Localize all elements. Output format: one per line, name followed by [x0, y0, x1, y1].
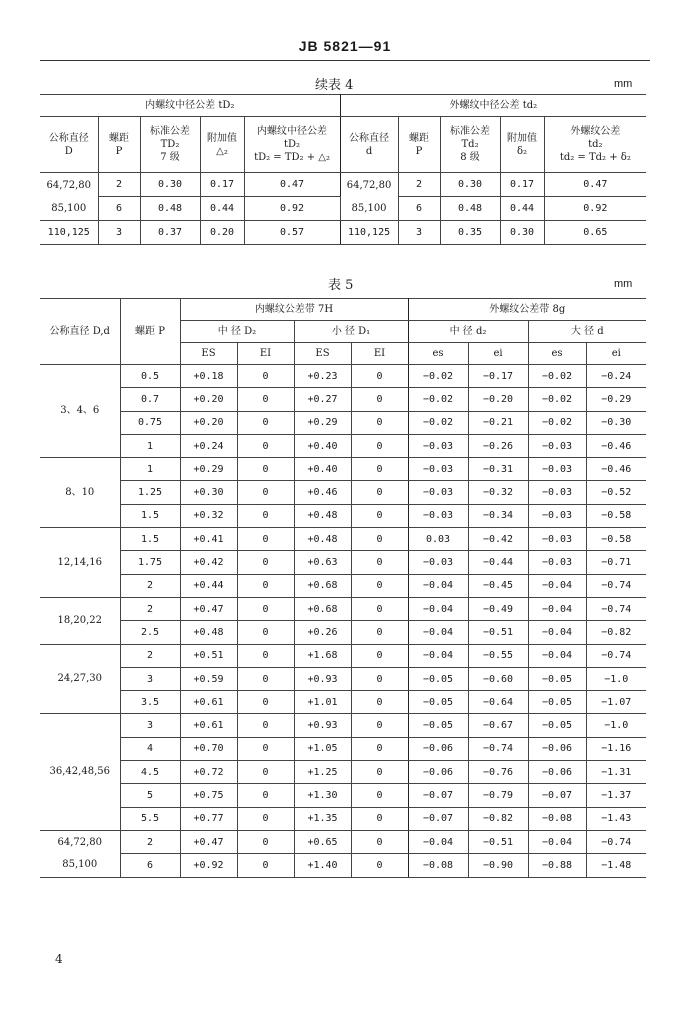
table5-pitch-cell: 1.75 — [120, 551, 180, 574]
table5-cell: 0 — [237, 737, 294, 760]
table4-col-tol-ext: 外螺纹公差 td₂ td₂ = Td₂ + δ₂ — [544, 117, 646, 173]
table5-cell: +0.63 — [294, 551, 351, 574]
table5-cell: 0 — [237, 365, 294, 388]
table5-cell: −0.06 — [408, 761, 468, 784]
table5-cell: 0 — [351, 714, 408, 737]
table-row — [40, 784, 646, 807]
table5-cell: +0.27 — [294, 388, 351, 411]
table5-cell: 0 — [351, 597, 408, 620]
table4-cell: 0.44 — [500, 197, 544, 221]
table4-external-group-header: 外螺纹中径公差 td₂ — [340, 95, 646, 117]
table5-sub-ei: EI — [237, 343, 294, 365]
table5-sub-es: es — [408, 343, 468, 365]
table5-cell: −0.05 — [528, 691, 586, 714]
table5-cell: +0.24 — [180, 434, 237, 457]
table5-sub-es: es — [528, 343, 586, 365]
table-row — [40, 761, 646, 784]
table-row — [40, 714, 646, 737]
table5-cell: +0.30 — [180, 481, 237, 504]
table5-cell: −0.05 — [408, 714, 468, 737]
table4-diameter-cell: 110,125 — [40, 221, 98, 245]
table4-col-diameter-int: 公称直径 D — [40, 117, 98, 173]
table5-diameter-cell: 3、4、6 — [40, 365, 120, 458]
table5-cell: −1.31 — [586, 761, 646, 784]
table5-cell: 0 — [351, 691, 408, 714]
table4-col-add-int: 附加值 △₂ — [200, 117, 244, 173]
table5-cell: −0.58 — [586, 528, 646, 551]
table5-cell: −0.03 — [528, 481, 586, 504]
table4-cell: 0.17 — [500, 173, 544, 197]
table5-cell: −0.24 — [586, 365, 646, 388]
table5-cell: +0.92 — [180, 854, 237, 877]
table4-col-tol-int: 内螺纹中径公差 tD₂ tD₂ = TD₂ + △₂ — [244, 117, 340, 173]
table5-cell: −0.04 — [528, 644, 586, 667]
table5-cell: −0.32 — [468, 481, 528, 504]
table5-cell: −1.16 — [586, 737, 646, 760]
table5-cell: −0.55 — [468, 644, 528, 667]
table5-cell: 0 — [237, 854, 294, 877]
table5-cell: +0.42 — [180, 551, 237, 574]
table5-cell: 0 — [351, 737, 408, 760]
table5-diameter-cell: 36,42,48,56 — [40, 714, 120, 830]
table-row — [40, 551, 646, 574]
table4-cell: 0.30 — [500, 221, 544, 245]
table5-cell: 0 — [351, 458, 408, 481]
table5-cell: 0 — [237, 504, 294, 527]
table5-cell: −0.49 — [468, 597, 528, 620]
table5-cell: 0 — [351, 854, 408, 877]
table5-cell: 0 — [237, 807, 294, 830]
table5-cell: 0 — [237, 667, 294, 690]
table5-cell: −0.74 — [468, 737, 528, 760]
table5-cell: −0.06 — [408, 737, 468, 760]
table5-cell: −0.06 — [528, 737, 586, 760]
table4-cell: 3 — [98, 221, 140, 245]
table5-pitch-cell: 0.5 — [120, 365, 180, 388]
table4-cell: 0.57 — [244, 221, 340, 245]
table-row — [40, 807, 646, 830]
table5-cell: −0.46 — [586, 434, 646, 457]
table4-cell: 0.47 — [544, 173, 646, 197]
table5-cell: 0 — [237, 644, 294, 667]
table5-cell: 0 — [237, 388, 294, 411]
table4-cell: 6 — [98, 197, 140, 221]
table5-cell: +0.93 — [294, 667, 351, 690]
table5-cell: −0.44 — [468, 551, 528, 574]
table5-cell: +0.59 — [180, 667, 237, 690]
table4-cell: 0.48 — [440, 197, 500, 221]
table5-cell: 0 — [351, 830, 408, 853]
table5-cell: −0.58 — [586, 504, 646, 527]
table5-cell: −1.48 — [586, 854, 646, 877]
table5-cell: 0 — [351, 807, 408, 830]
table5-cell: +0.72 — [180, 761, 237, 784]
table5-col-pitch: 螺距 P — [120, 299, 180, 365]
table5-cell: −0.74 — [586, 597, 646, 620]
table5-cell: +0.93 — [294, 714, 351, 737]
table5-cell: 0 — [237, 411, 294, 434]
table5-cell: 0 — [351, 574, 408, 597]
table4-cell: 0.30 — [140, 173, 200, 197]
table5-cell: 0 — [351, 551, 408, 574]
table5-cell: −0.82 — [468, 807, 528, 830]
table5-cell: −0.31 — [468, 458, 528, 481]
table5-cell: −1.37 — [586, 784, 646, 807]
table5-cell: −0.07 — [408, 807, 468, 830]
table5-cell: −1.07 — [586, 691, 646, 714]
table5-cell: +0.70 — [180, 737, 237, 760]
table-row — [40, 830, 646, 853]
table4-internal-group-header: 内螺纹中径公差 tD₂ — [40, 95, 340, 117]
table4-caption: 续表 4 — [315, 78, 354, 93]
table5-pitch-cell: 1.5 — [120, 504, 180, 527]
table5-cell: 0 — [237, 481, 294, 504]
table5-int-pitch-dia: 中 径 D₂ — [180, 321, 294, 343]
table5-cell: −0.51 — [468, 830, 528, 853]
table5-cell: 0 — [237, 691, 294, 714]
table-row — [40, 365, 646, 388]
table5-cell: 0 — [351, 621, 408, 644]
table5-cell: 0 — [237, 714, 294, 737]
table-row — [40, 644, 646, 667]
table5-cell: +0.61 — [180, 691, 237, 714]
table5-cell: −0.74 — [586, 644, 646, 667]
table4-cell: 0.20 — [200, 221, 244, 245]
table5-pitch-cell: 3 — [120, 667, 180, 690]
table5-cell: −0.29 — [586, 388, 646, 411]
table5-cell: −0.02 — [528, 388, 586, 411]
table5-cell: −0.42 — [468, 528, 528, 551]
table5-internal-group-header: 内螺纹公差带 7H — [180, 299, 408, 321]
table5-diameter-cell: 8、10 — [40, 458, 120, 528]
table5-cell: −0.67 — [468, 714, 528, 737]
table5-cell: +0.48 — [294, 528, 351, 551]
table5-cell: 0 — [351, 434, 408, 457]
table5-diameter-cell: 64,72,80 85,100 — [40, 830, 120, 877]
table5-cell: −0.02 — [408, 388, 468, 411]
table4-col-std-ext: 标准公差 Td₂ 8 级 — [440, 117, 500, 173]
table5-pitch-cell: 2 — [120, 830, 180, 853]
table5-ext-pitch-dia: 中 径 d₂ — [408, 321, 528, 343]
table-row — [40, 411, 646, 434]
table5-cell: −0.34 — [468, 504, 528, 527]
table5-cell: +1.30 — [294, 784, 351, 807]
table5-pitch-cell: 2.5 — [120, 621, 180, 644]
table5-cell: +1.25 — [294, 761, 351, 784]
table5-cell: 0 — [351, 481, 408, 504]
table5-pitch-cell: 3 — [120, 714, 180, 737]
table5-pitch-cell: 6 — [120, 854, 180, 877]
table-row — [40, 667, 646, 690]
table5-cell: −0.03 — [528, 551, 586, 574]
table5-pitch-cell: 4 — [120, 737, 180, 760]
table5-pitch-cell: 2 — [120, 574, 180, 597]
table5-cell: −0.02 — [528, 365, 586, 388]
table5-sub-ei: ei — [468, 343, 528, 365]
table5-cell: −0.04 — [528, 574, 586, 597]
table4-col-add-ext: 附加值 δ₂ — [500, 117, 544, 173]
table5-cell: +0.44 — [180, 574, 237, 597]
table4-cell: 0.35 — [440, 221, 500, 245]
table4-cell: 0.30 — [440, 173, 500, 197]
table5-cell: +0.48 — [180, 621, 237, 644]
table5-cell: +0.18 — [180, 365, 237, 388]
table5-cell: +1.40 — [294, 854, 351, 877]
table5-cell: 0 — [237, 458, 294, 481]
table5-cell: −0.76 — [468, 761, 528, 784]
table5-sub-es: ES — [180, 343, 237, 365]
table5-cell: 0 — [237, 621, 294, 644]
table4-col-std-int: 标准公差 TD₂ 7 级 — [140, 117, 200, 173]
table5-pitch-cell: 4.5 — [120, 761, 180, 784]
table5-cell: +0.47 — [180, 830, 237, 853]
table5-cell: +0.68 — [294, 574, 351, 597]
table5-cell: −0.17 — [468, 365, 528, 388]
table5-cell: −0.74 — [586, 574, 646, 597]
table5-cell: +0.46 — [294, 481, 351, 504]
table5-pitch-cell: 0.7 — [120, 388, 180, 411]
table5-cell: −0.04 — [408, 644, 468, 667]
table4-cell: 0.44 — [200, 197, 244, 221]
table5-cell: −0.05 — [408, 691, 468, 714]
table5-cell: −0.07 — [408, 784, 468, 807]
table4-cell: 0.47 — [244, 173, 340, 197]
header-rule — [40, 60, 650, 61]
table5-cell: −0.60 — [468, 667, 528, 690]
table4-cell: 0.92 — [544, 197, 646, 221]
table5-cell: 0 — [237, 528, 294, 551]
table5-sub-ei: ei — [586, 343, 646, 365]
table5-diameter-cell: 18,20,22 — [40, 597, 120, 644]
table4 — [40, 94, 646, 245]
table5-cell: +0.48 — [294, 504, 351, 527]
table5-col-diameter: 公称直径 D,d — [40, 299, 120, 365]
table5-cell: −0.02 — [408, 411, 468, 434]
table5-pitch-cell: 0.75 — [120, 411, 180, 434]
table5-cell: 0 — [237, 830, 294, 853]
table5-cell: +0.75 — [180, 784, 237, 807]
table5-cell: −0.52 — [586, 481, 646, 504]
table5-cell: +1.05 — [294, 737, 351, 760]
table5-cell: +0.65 — [294, 830, 351, 853]
table5-cell: −0.30 — [586, 411, 646, 434]
table5-cell: +0.51 — [180, 644, 237, 667]
table5-cell: −0.51 — [468, 621, 528, 644]
table-row — [40, 737, 646, 760]
table-row — [40, 388, 646, 411]
table-row — [40, 481, 646, 504]
table5-cell: −0.04 — [528, 597, 586, 620]
standard-code-header: JB 5821—91 — [298, 38, 392, 54]
table5-cell: −0.04 — [408, 621, 468, 644]
table-row — [40, 691, 646, 714]
table5-cell: −0.03 — [408, 481, 468, 504]
table5-pitch-cell: 3.5 — [120, 691, 180, 714]
table5-cell: −0.07 — [528, 784, 586, 807]
table-row — [40, 434, 646, 457]
table5-cell: −0.45 — [468, 574, 528, 597]
table5-cell: +0.61 — [180, 714, 237, 737]
table5-cell: −1.0 — [586, 667, 646, 690]
table4-cell: 3 — [398, 221, 440, 245]
table4-cell: 2 — [398, 173, 440, 197]
table5-cell: −0.04 — [408, 597, 468, 620]
table4-cell: 0.17 — [200, 173, 244, 197]
table5-cell: −1.43 — [586, 807, 646, 830]
table5 — [40, 298, 646, 878]
table5-cell: 0 — [351, 365, 408, 388]
table5-cell: +0.41 — [180, 528, 237, 551]
table5-cell: +1.68 — [294, 644, 351, 667]
table5-cell: −0.88 — [528, 854, 586, 877]
table5-cell: −0.90 — [468, 854, 528, 877]
table5-cell: −0.08 — [408, 854, 468, 877]
table5-cell: 0 — [237, 434, 294, 457]
table4-col-pitch-ext: 螺距 P — [398, 117, 440, 173]
table5-unit: mm — [614, 278, 633, 290]
table5-cell: −0.03 — [408, 434, 468, 457]
table5-caption: 表 5 — [328, 278, 354, 293]
table4-unit: mm — [614, 78, 633, 90]
table5-cell: 0 — [351, 761, 408, 784]
table5-cell: −0.03 — [408, 504, 468, 527]
table5-cell: −0.05 — [528, 667, 586, 690]
table5-cell: −0.02 — [528, 411, 586, 434]
table5-cell: 0 — [237, 784, 294, 807]
table4-col-diameter-ext: 公称直径 d — [340, 117, 398, 173]
table4-cell: 0.92 — [244, 197, 340, 221]
table5-cell: −1.0 — [586, 714, 646, 737]
table-row — [40, 528, 646, 551]
table5-cell: +0.47 — [180, 597, 237, 620]
table5-diameter-cell: 12,14,16 — [40, 528, 120, 598]
table5-cell: +1.35 — [294, 807, 351, 830]
table5-cell: 0 — [351, 644, 408, 667]
table5-cell: −0.04 — [408, 574, 468, 597]
table5-pitch-cell: 2 — [120, 597, 180, 620]
table5-cell: −0.21 — [468, 411, 528, 434]
table5-cell: 0 — [351, 667, 408, 690]
table-row — [40, 621, 646, 644]
table4-cell: 0.37 — [140, 221, 200, 245]
table5-diameter-cell: 24,27,30 — [40, 644, 120, 714]
table5-cell: +0.26 — [294, 621, 351, 644]
table5-cell: −0.03 — [528, 504, 586, 527]
table5-cell: 0 — [351, 504, 408, 527]
table4-cell: 0.65 — [544, 221, 646, 245]
table5-cell: −0.02 — [408, 365, 468, 388]
table5-cell: −0.03 — [528, 528, 586, 551]
table5-cell: −0.20 — [468, 388, 528, 411]
table5-cell: +0.68 — [294, 597, 351, 620]
table5-int-minor-dia: 小 径 D₁ — [294, 321, 408, 343]
table5-external-group-header: 外螺纹公差带 8g — [408, 299, 646, 321]
table5-sub-ei: EI — [351, 343, 408, 365]
table4-cell: 2 — [98, 173, 140, 197]
table5-cell: +0.40 — [294, 458, 351, 481]
table5-cell: 0 — [351, 784, 408, 807]
table5-cell: −0.82 — [586, 621, 646, 644]
table5-pitch-cell: 5.5 — [120, 807, 180, 830]
table5-cell: −0.04 — [528, 830, 586, 853]
table5-cell: +1.01 — [294, 691, 351, 714]
table-row — [40, 458, 646, 481]
table5-cell: +0.40 — [294, 434, 351, 457]
table5-cell: 0 — [351, 388, 408, 411]
table5-sub-es: ES — [294, 343, 351, 365]
table5-cell: −0.26 — [468, 434, 528, 457]
table4-col-pitch-int: 螺距 P — [98, 117, 140, 173]
table-row — [40, 173, 646, 197]
table5-cell: +0.20 — [180, 411, 237, 434]
table5-cell: +0.23 — [294, 365, 351, 388]
table4-cell: 0.48 — [140, 197, 200, 221]
table4-cell: 6 — [398, 197, 440, 221]
table5-pitch-cell: 1.25 — [120, 481, 180, 504]
table-row — [40, 597, 646, 620]
table4-diameter-cell-ext: 64,72,80 85,100 — [340, 173, 398, 221]
table5-cell: +0.29 — [294, 411, 351, 434]
table5-cell: +0.77 — [180, 807, 237, 830]
table5-cell: −0.64 — [468, 691, 528, 714]
table5-cell: −0.08 — [528, 807, 586, 830]
table5-ext-major-dia: 大 径 d — [528, 321, 646, 343]
table5-cell: +0.32 — [180, 504, 237, 527]
table4-diameter-cell: 64,72,80 85,100 — [40, 173, 98, 221]
table5-cell: −0.05 — [528, 714, 586, 737]
table5-pitch-cell: 1 — [120, 434, 180, 457]
page-number: 4 — [55, 952, 63, 966]
table5-cell: −0.46 — [586, 458, 646, 481]
table5-cell: 0 — [237, 597, 294, 620]
table5-pitch-cell: 1 — [120, 458, 180, 481]
table5-cell: 0 — [237, 574, 294, 597]
table5-cell: −0.74 — [586, 830, 646, 853]
table5-cell: −0.06 — [528, 761, 586, 784]
table-row — [40, 221, 646, 245]
table5-cell: 0 — [237, 551, 294, 574]
table-row — [40, 854, 646, 877]
table5-cell: −0.05 — [408, 667, 468, 690]
table5-cell: −0.04 — [528, 621, 586, 644]
table5-cell: −0.03 — [528, 434, 586, 457]
table5-cell: 0 — [351, 528, 408, 551]
table5-cell: +0.20 — [180, 388, 237, 411]
table5-cell: −0.03 — [528, 458, 586, 481]
table5-cell: −0.71 — [586, 551, 646, 574]
table5-pitch-cell: 2 — [120, 644, 180, 667]
table5-cell: −0.03 — [408, 458, 468, 481]
table5-cell: −0.79 — [468, 784, 528, 807]
table5-cell: −0.03 — [408, 551, 468, 574]
table5-pitch-cell: 5 — [120, 784, 180, 807]
table5-pitch-cell: 1.5 — [120, 528, 180, 551]
table5-cell: 0.03 — [408, 528, 468, 551]
table5-cell: 0 — [237, 761, 294, 784]
table-row — [40, 504, 646, 527]
table-row — [40, 574, 646, 597]
table4-diameter-cell-ext: 110,125 — [340, 221, 398, 245]
table5-cell: +0.29 — [180, 458, 237, 481]
table5-cell: −0.04 — [408, 830, 468, 853]
table5-cell: 0 — [351, 411, 408, 434]
